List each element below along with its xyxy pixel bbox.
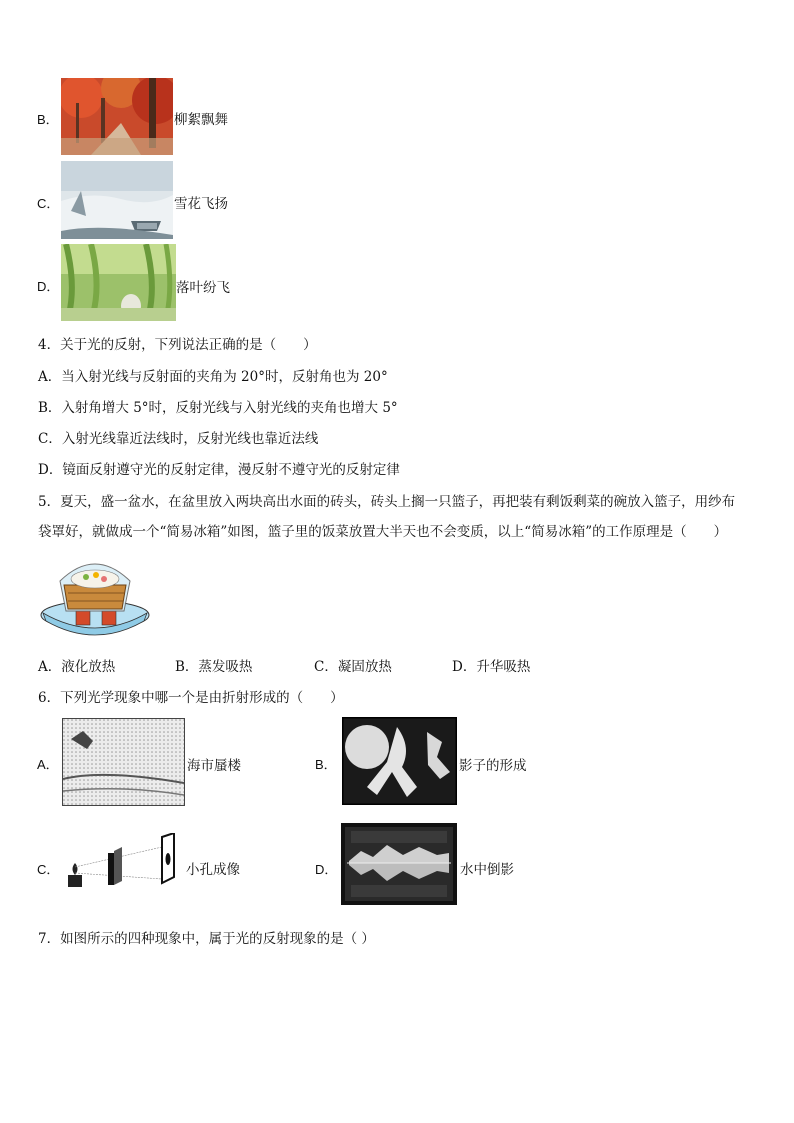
option-letter: C． [37, 196, 60, 211]
snow-scene-image [61, 161, 173, 239]
willow-trees-image [61, 244, 176, 321]
question-stem-line-2: 袋罩好，就做成一个“简易冰箱”如图，篮子里的饭菜放置大半天也不会变质，以上“简易冰箱”的工作原理是（ ） [38, 524, 728, 540]
option-a: A．液化放热 [38, 659, 116, 675]
question-stem: 4．关于光的反射，下列说法正确的是（ ） [38, 337, 317, 353]
shadow-image [342, 717, 457, 805]
option-text: 柳絮飘舞 [174, 112, 228, 128]
option-letter: B． [37, 112, 59, 127]
option-c: C．入射光线靠近法线时，反射光线也靠近法线 [38, 431, 319, 447]
option-letter: D． [37, 279, 60, 294]
option-text: 小孔成像 [186, 862, 240, 878]
pinhole-imaging-diagram [62, 833, 184, 891]
option-text: 海市蜃楼 [187, 758, 241, 774]
option-c: C．凝固放热 [314, 659, 392, 675]
water-reflection-image [341, 823, 457, 905]
question-stem-line-1: 5．夏天，盛一盆水，在盆里放入两块高出水面的砖头，砖头上搁一只篮子，再把装有剩饭剩菜的碗放入篮子，用纱布 [38, 494, 736, 510]
option-letter: A． [37, 757, 59, 772]
option-text: 雪花飞扬 [174, 196, 228, 212]
simple-refrigerator-diagram [38, 553, 152, 639]
option-text: 影子的形成 [459, 758, 527, 774]
option-a: A．当入射光线与反射面的夹角为 20°时，反射角也为 20° [38, 369, 388, 385]
option-d: D．镜面反射遵守光的反射定律，漫反射不遵守光的反射定律 [38, 462, 400, 478]
mirage-image [62, 718, 185, 806]
autumn-trees-image [61, 78, 173, 155]
question-7-stem: 7．如图所示的四种现象中，属于光的反射现象的是（ ） [38, 931, 375, 947]
option-b: B．蒸发吸热 [175, 659, 253, 675]
question-stem: 6．下列光学现象中哪一个是由折射形成的（ ） [38, 690, 344, 706]
option-letter: D． [315, 862, 338, 877]
option-letter: B． [315, 757, 337, 772]
option-text: 落叶纷飞 [176, 280, 230, 296]
option-b: B．入射角增大 5°时，反射光线与入射光线的夹角也增大 5° [38, 400, 398, 416]
option-text: 水中倒影 [460, 862, 514, 878]
option-d: D．升华吸热 [452, 659, 531, 675]
option-letter: C． [37, 862, 60, 877]
